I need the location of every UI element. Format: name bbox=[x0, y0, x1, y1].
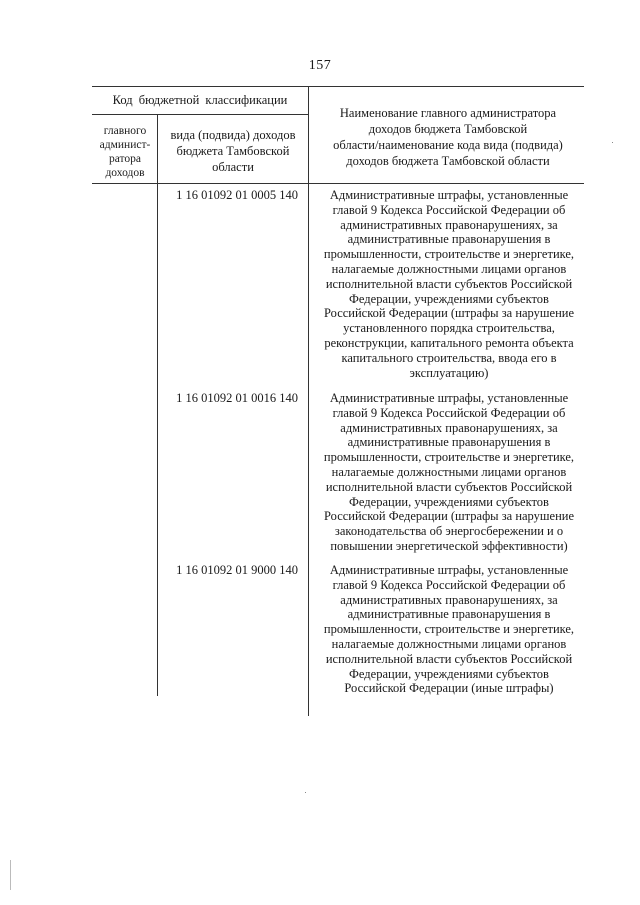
desc-line: главой 9 Кодекса Российской Федерации об bbox=[332, 577, 566, 592]
desc-line: административных правонарушениях, за bbox=[340, 217, 558, 232]
header-admin-column bbox=[93, 124, 157, 180]
desc-line: исполнительной власти субъектов Российской bbox=[325, 276, 573, 291]
desc-line: Административные штрафы, установленные bbox=[329, 563, 569, 577]
desc-line: законодательства об энергосбережении и о bbox=[334, 524, 564, 539]
desc-line: административных правонарушениях, за bbox=[340, 592, 558, 607]
header-admin-line: админист- bbox=[99, 139, 151, 151]
header-name-line: области/наименование кода вида (подвида) bbox=[333, 138, 563, 152]
desc-line: исполнительной власти субъектов Российской bbox=[325, 479, 573, 494]
desc-line: промышленности, строительстве и энергетике, bbox=[323, 247, 575, 262]
row-1-description bbox=[316, 188, 582, 380]
desc-line: эксплуатацию) bbox=[409, 365, 489, 380]
header-code-line: области bbox=[212, 160, 254, 174]
scan-speck bbox=[612, 142, 613, 143]
header-name-line: доходов бюджета Тамбовской bbox=[368, 122, 528, 136]
header-name-line: Наименование главного администратора bbox=[339, 106, 557, 120]
desc-line: исполнительной власти субъектов Российской bbox=[325, 651, 573, 666]
desc-line: установленного порядка строительства, bbox=[343, 321, 555, 336]
header-code-line: бюджета Тамбовской bbox=[176, 144, 290, 158]
scan-speck bbox=[10, 860, 11, 890]
row-3-code: 1 16 01092 01 9000 140 bbox=[176, 563, 298, 577]
desc-line: налагаемые должностными лицами органов bbox=[331, 636, 567, 651]
desc-line: Российской Федерации (штрафы за нарушение bbox=[324, 509, 574, 524]
desc-line: промышленности, строительстве и энергетике, bbox=[323, 622, 575, 637]
column-divider-admin bbox=[157, 114, 158, 696]
desc-line: административные правонарушения в bbox=[347, 607, 551, 622]
desc-line: главой 9 Кодекса Российской Федерации об bbox=[332, 202, 566, 217]
desc-line: Административные штрафы, установленные bbox=[329, 188, 569, 202]
desc-line: реконструкции, капитального ремонта объекта bbox=[324, 335, 574, 350]
row-1-code: 1 16 01092 01 0005 140 bbox=[176, 188, 298, 202]
header-admin-line: главного bbox=[103, 125, 147, 137]
column-divider-code bbox=[308, 86, 309, 716]
desc-line: административные правонарушения в bbox=[347, 435, 551, 450]
header-code-line: вида (подвида) доходов bbox=[170, 128, 296, 142]
desc-line: налагаемые должностными лицами органов bbox=[331, 261, 567, 276]
row-2-description bbox=[316, 391, 582, 554]
desc-line: промышленности, строительстве и энергетике, bbox=[323, 450, 575, 465]
desc-line: Российской Федерации (иные штрафы) bbox=[344, 681, 554, 696]
desc-line: налагаемые должностными лицами органов bbox=[331, 464, 567, 479]
desc-line: капитального строительства, ввода его в bbox=[341, 350, 557, 365]
desc-line: Федерации, учреждениями субъектов bbox=[349, 291, 549, 306]
desc-line: Административные штрафы, установленные bbox=[329, 391, 569, 405]
header-code-column bbox=[160, 127, 306, 175]
scan-speck bbox=[305, 792, 306, 793]
desc-line: Федерации, учреждениями субъектов bbox=[349, 494, 549, 509]
row-2-code: 1 16 01092 01 0016 140 bbox=[176, 391, 298, 405]
desc-line: Федерации, учреждениями субъектов bbox=[349, 666, 549, 681]
desc-line: Российской Федерации (штрафы за нарушение bbox=[324, 306, 574, 321]
page-number: 157 bbox=[308, 58, 332, 73]
header-admin-line: ратора bbox=[108, 153, 142, 165]
header-group-divider bbox=[92, 114, 308, 115]
desc-line: повышении энергетической эффективности) bbox=[330, 538, 568, 553]
header-name-line: доходов бюджета Тамбовской области bbox=[346, 154, 550, 168]
header-bottom-border bbox=[92, 183, 584, 184]
row-3-description bbox=[316, 563, 582, 696]
header-name-column bbox=[312, 105, 584, 169]
header-budget-classification: Код бюджетной классификации bbox=[112, 93, 288, 107]
table-top-border bbox=[92, 86, 584, 87]
desc-line: административные правонарушения в bbox=[347, 232, 551, 247]
desc-line: главой 9 Кодекса Российской Федерации об bbox=[332, 405, 566, 420]
header-admin-line: доходов bbox=[105, 167, 145, 179]
desc-line: административных правонарушениях, за bbox=[340, 420, 558, 435]
